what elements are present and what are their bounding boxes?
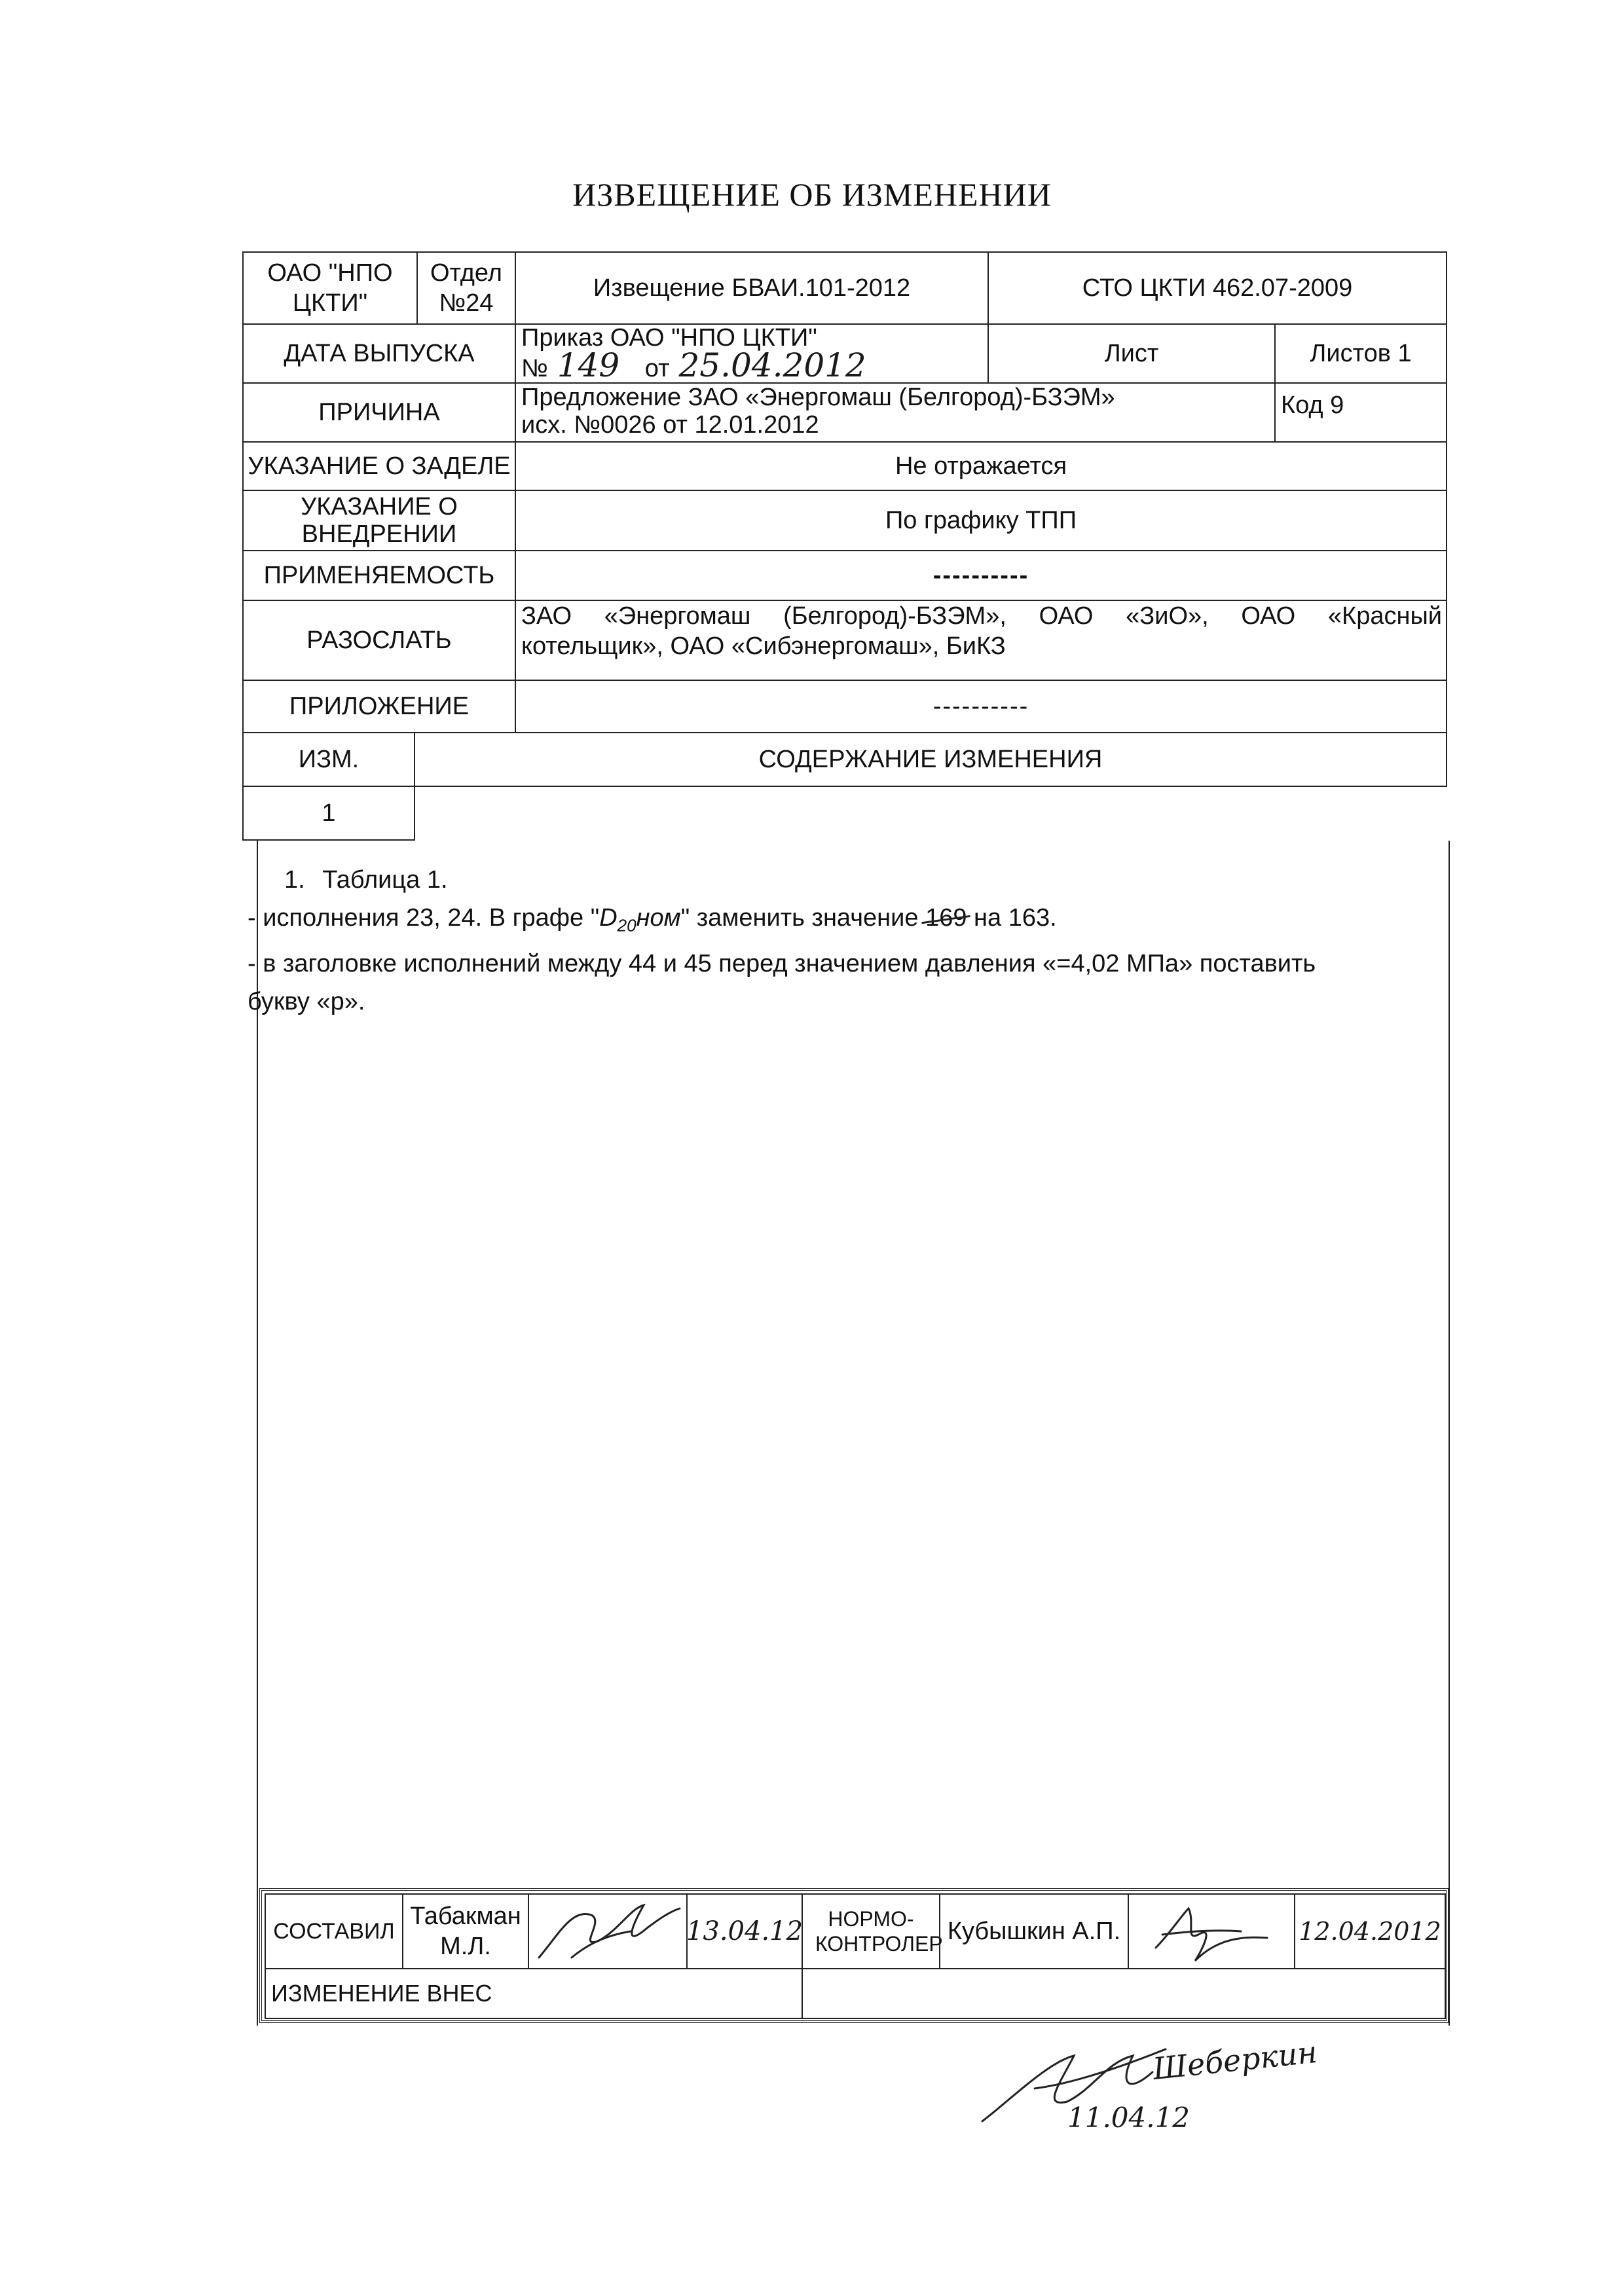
backlog-value: Не отражается bbox=[895, 452, 1067, 480]
content-line2-a: - исполнения 23, 24. В графе " bbox=[248, 904, 600, 932]
composed-label: СОСТАВИЛ bbox=[273, 1919, 395, 1944]
standard-code: СТО ЦКТИ 462.07-2009 bbox=[1082, 274, 1353, 302]
order-no-prefix: № bbox=[521, 355, 548, 382]
sheet-label: Лист bbox=[1104, 340, 1159, 367]
change-content bbox=[248, 861, 1452, 1021]
backlog-value-cell bbox=[515, 441, 1447, 491]
backlog-label-cell bbox=[242, 441, 516, 491]
content-item-title bbox=[248, 861, 1452, 899]
content-line-replace bbox=[248, 899, 1452, 945]
reason-cell bbox=[515, 382, 1276, 443]
distribution-label: РАЗОСЛАТЬ bbox=[306, 627, 452, 654]
order-date-prefix: от bbox=[644, 355, 670, 382]
order-number: 149 bbox=[557, 346, 620, 384]
content-line2-sub: 20 bbox=[617, 915, 637, 936]
footer-note bbox=[969, 2033, 1336, 2154]
notice-cell bbox=[515, 251, 989, 325]
attachment-value: ---------- bbox=[932, 693, 1029, 720]
entered-blank-cell bbox=[802, 1968, 1446, 2019]
content-line-3: - в заголовке исполнений между 44 и 45 перед значением давления «=4,02 МПа» поставить bbox=[248, 949, 1316, 977]
reason-code: Код 9 bbox=[1281, 392, 1344, 419]
order-date: 25.04.2012 bbox=[678, 346, 866, 384]
reason-label-cell bbox=[242, 382, 516, 443]
change-content-label-cell bbox=[414, 732, 1447, 787]
content-item-text: Таблица 1. bbox=[322, 866, 448, 894]
distribution-line1: ЗАО «Энергомаш (Белгород)-БЗЭМ», ОАО «ЗиО», ОАО «Красный bbox=[521, 602, 1442, 630]
change-num: 1 bbox=[322, 799, 336, 827]
order-cell bbox=[515, 323, 989, 384]
attachment-value-cell bbox=[515, 680, 1447, 733]
content-item-number: 1. bbox=[284, 866, 305, 894]
applicability-value: ---------- bbox=[932, 562, 1029, 589]
change-num-cell bbox=[242, 786, 415, 841]
change-num-label: ИЗМ. bbox=[298, 746, 360, 773]
change-content-label: СОДЕРЖАНИЕ ИЗМЕНЕНИЯ bbox=[758, 746, 1103, 773]
composer-signature-cell bbox=[528, 1893, 688, 1969]
issue-date-label: ДАТА ВЫПУСКА bbox=[284, 340, 475, 367]
entered-label-cell bbox=[265, 1968, 803, 2019]
composed-date: 13.04.12 bbox=[686, 1916, 803, 1946]
standard-cell bbox=[987, 251, 1447, 325]
footer-note-name: Шеберкин bbox=[1151, 2033, 1319, 2087]
implementation-label: УКАЗАНИЕ О ВНЕДРЕНИИ bbox=[301, 493, 458, 548]
composer-name: Табакман М.Л. bbox=[410, 1903, 521, 1960]
old-value-struck: 169 bbox=[925, 899, 967, 937]
document-title: ИЗВЕЩЕНИЕ ОБ ИЗМЕНЕНИИ bbox=[572, 176, 1052, 213]
content-line-4: букву «р». bbox=[248, 987, 365, 1015]
implementation-value-cell bbox=[515, 490, 1447, 551]
sheets-label: Листов 1 bbox=[1310, 340, 1412, 367]
issue-date-label-cell bbox=[242, 323, 516, 384]
dept-name: Отдел №24 bbox=[430, 259, 502, 317]
reason-label: ПРИЧИНА bbox=[318, 399, 440, 426]
distribution-line2: котельщик», ОАО «Сибэнергомаш», БиКЗ bbox=[521, 632, 1006, 660]
code-cell bbox=[1274, 382, 1447, 443]
norm-label-cell bbox=[802, 1893, 943, 1969]
distribution-value-cell bbox=[515, 600, 1447, 681]
reason-line1: Предложение ЗАО «Энергомаш (Белгород)-БЗЭМ» bbox=[521, 384, 1115, 411]
content-line2-b: " заменить значение bbox=[680, 904, 919, 932]
backlog-label: УКАЗАНИЕ О ЗАДЕЛЕ bbox=[248, 452, 511, 480]
order-text: Приказ ОАО "НПО ЦКТИ" bbox=[521, 324, 817, 352]
content-line2-d: D bbox=[599, 904, 618, 932]
attachment-label: ПРИЛОЖЕНИЕ bbox=[289, 693, 470, 720]
applicability-label: ПРИМЕНЯЕМОСТЬ bbox=[263, 562, 495, 589]
norm-signature-cell bbox=[1128, 1893, 1295, 1969]
change-num-label-cell bbox=[242, 732, 415, 787]
implementation-label-cell bbox=[242, 490, 516, 551]
composer-cell bbox=[402, 1893, 529, 1969]
entered-label: ИЗМЕНЕНИЕ ВНЕС bbox=[271, 1980, 492, 2007]
norm-label: НОРМО- КОНТРОЛЕР bbox=[815, 1907, 943, 1956]
org-name: ОАО "НПО ЦКТИ" bbox=[267, 259, 393, 317]
norm-signature-icon bbox=[1136, 1895, 1287, 1967]
sheets-cell bbox=[1274, 323, 1447, 384]
reason-line2: исх. №0026 от 12.01.2012 bbox=[521, 411, 819, 439]
implementation-value: По графику ТПП bbox=[885, 507, 1077, 534]
composer-signature-icon bbox=[532, 1895, 683, 1967]
norm-date: 12.04.2012 bbox=[1299, 1917, 1441, 1946]
applicability-value-cell bbox=[515, 550, 1447, 601]
applicability-label-cell bbox=[242, 550, 516, 601]
norm-controller-cell bbox=[939, 1893, 1129, 1969]
composed-label-cell bbox=[265, 1893, 403, 1969]
distribution-label-cell bbox=[242, 600, 516, 681]
sheet-cell bbox=[987, 323, 1276, 384]
org-cell bbox=[242, 251, 418, 325]
notice-number: Извещение БВАИ.101-2012 bbox=[593, 274, 911, 302]
content-line2-nom: ном bbox=[636, 904, 681, 932]
content-line2-c: на 163. bbox=[974, 904, 1057, 932]
norm-date-cell bbox=[1294, 1893, 1446, 1969]
footer-note-date: 11.04.12 bbox=[1067, 2102, 1190, 2134]
attachment-label-cell bbox=[242, 680, 516, 733]
dept-cell bbox=[416, 251, 516, 325]
composed-date-cell bbox=[686, 1893, 803, 1969]
norm-controller-name: Кубышкин А.П. bbox=[947, 1918, 1121, 1945]
